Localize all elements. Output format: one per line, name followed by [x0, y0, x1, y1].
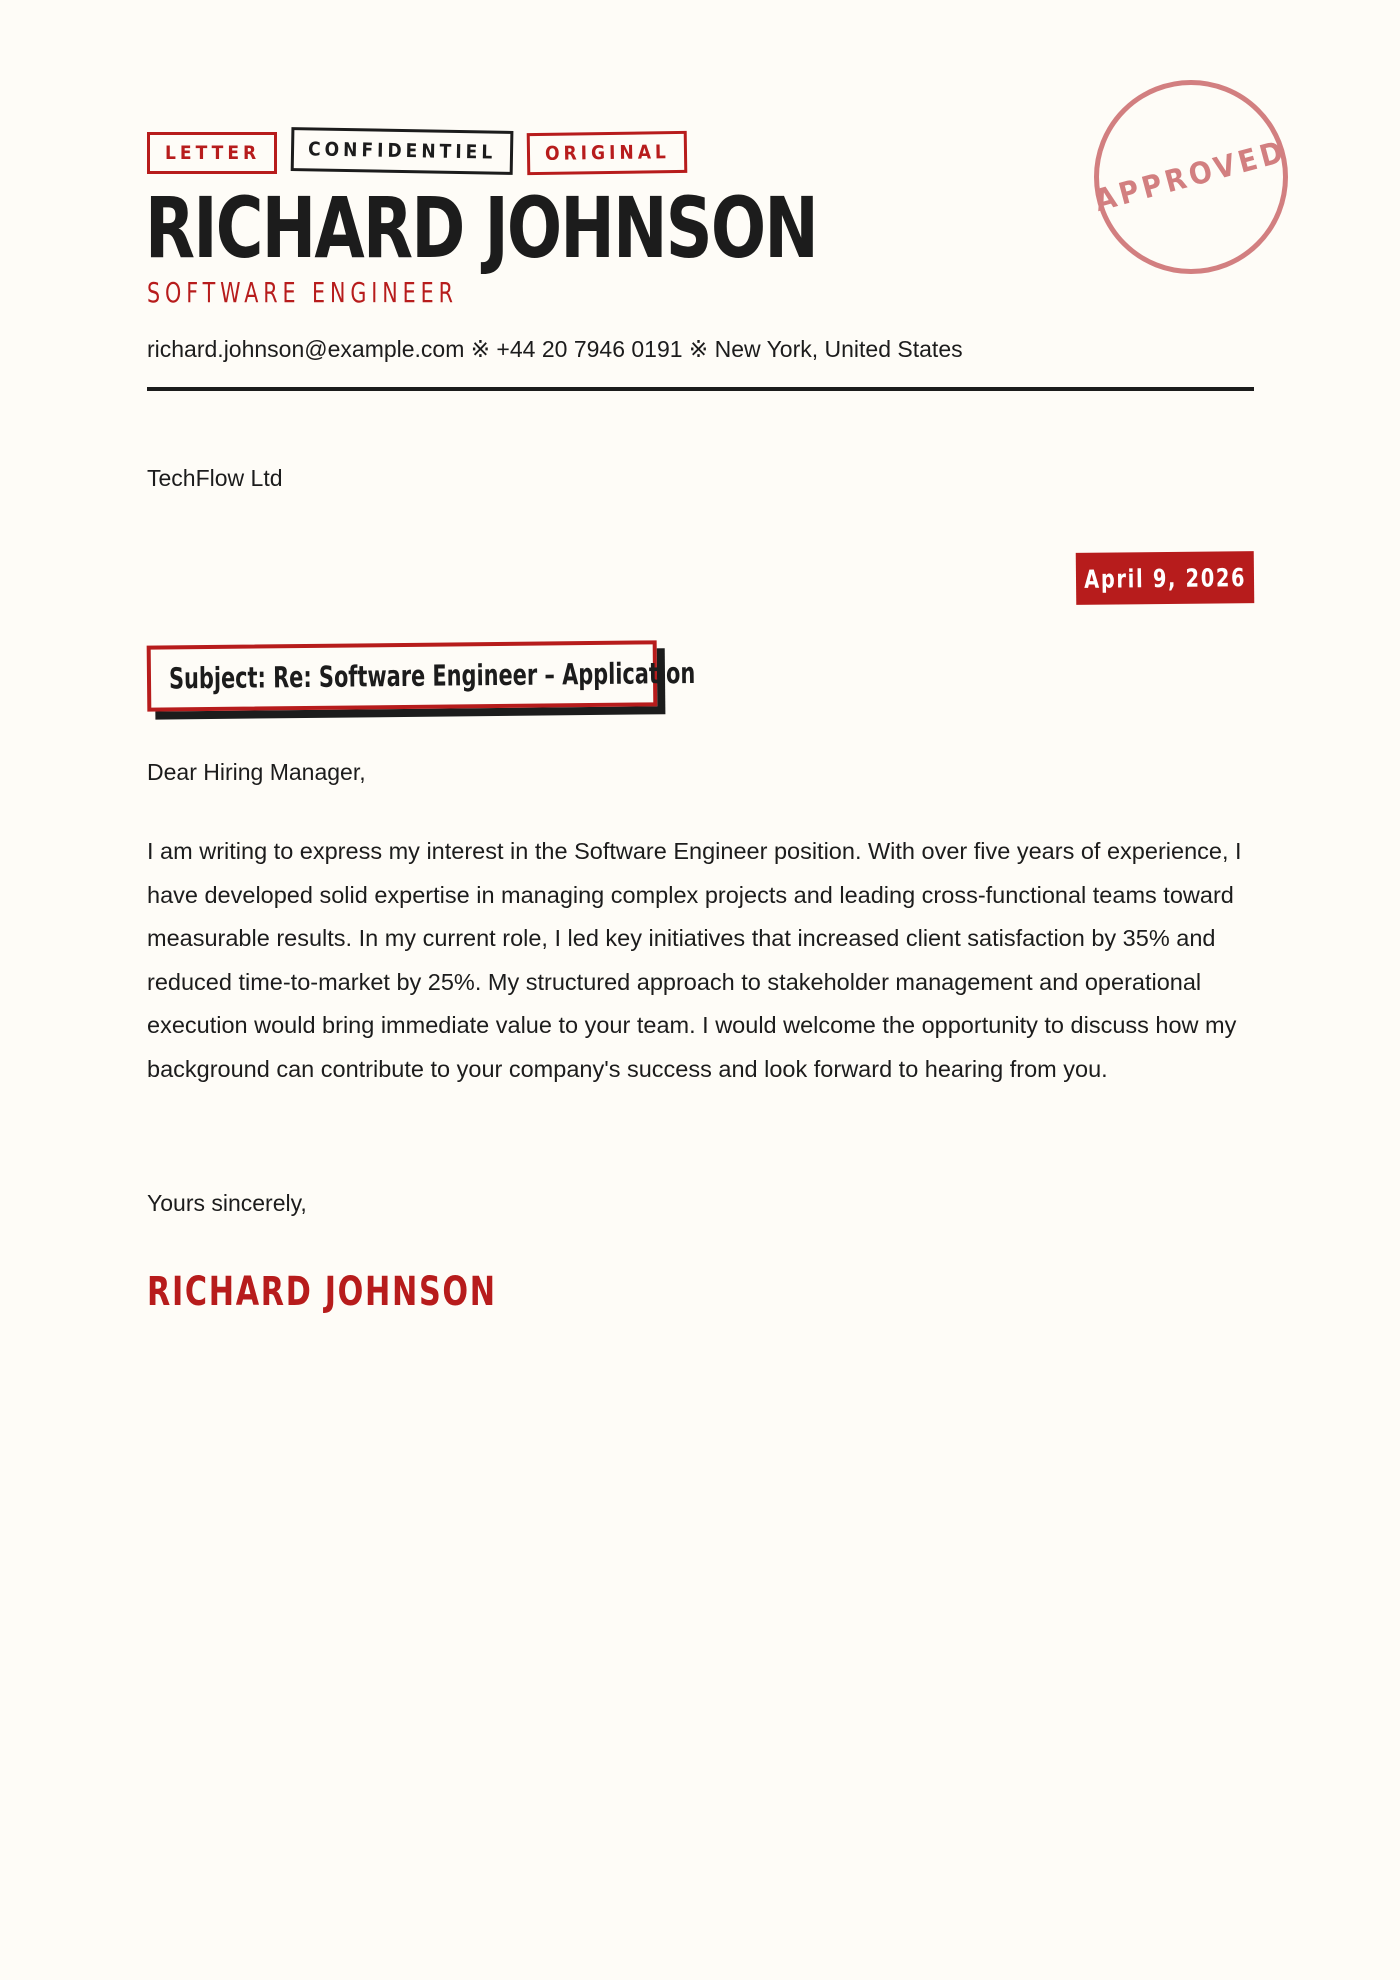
letter-body-paragraph: I am writing to express my interest in the Software Engineer position. With over five years of experience, I have developed solid expertise in managing complex projects and leading cross-functional teams toward measurable results. In my current role, I led key initiatives that increased client satisfaction by 35% and reduced time-to-market by 25%. My structured approach to stakeholder management and operational execution would bring immediate value to your team. I would welcome the opportunity to discuss how my background can contribute to your company's success and look forward to hearing from you.	[147, 838, 1242, 1082]
signature-name: RICHARD JOHNSON	[147, 1269, 497, 1315]
closing-phrase: Yours sincerely,	[147, 1190, 307, 1216]
tag-original: ORIGINAL	[527, 131, 687, 175]
document-tags	[147, 132, 687, 176]
approved-stamp-label: APPROVED	[1091, 134, 1291, 219]
greeting: Dear Hiring Manager,	[147, 759, 366, 785]
letter-date-badge	[1076, 551, 1255, 605]
sender-job-title: SOFTWARE ENGINEER	[147, 276, 458, 309]
subject-line: Subject: Re: Software Engineer – Application	[168, 655, 696, 696]
subject-box-frame	[147, 640, 696, 711]
tag-letter: LETTER	[147, 132, 277, 174]
approved-stamp	[1091, 80, 1291, 274]
header-divider	[147, 387, 1254, 391]
tag-confidentiel: CONFIDENTIEL	[291, 127, 514, 175]
subject-box	[147, 640, 696, 713]
sender-name: RICHARD JOHNSON	[145, 179, 818, 277]
sender-contact-line: richard.johnson@example.com ※ +44 20 7946 0191 ※ New York, United States	[147, 336, 963, 362]
recipient-company: TechFlow Ltd	[147, 465, 283, 491]
letter-date: April 9, 2026	[1083, 562, 1247, 594]
